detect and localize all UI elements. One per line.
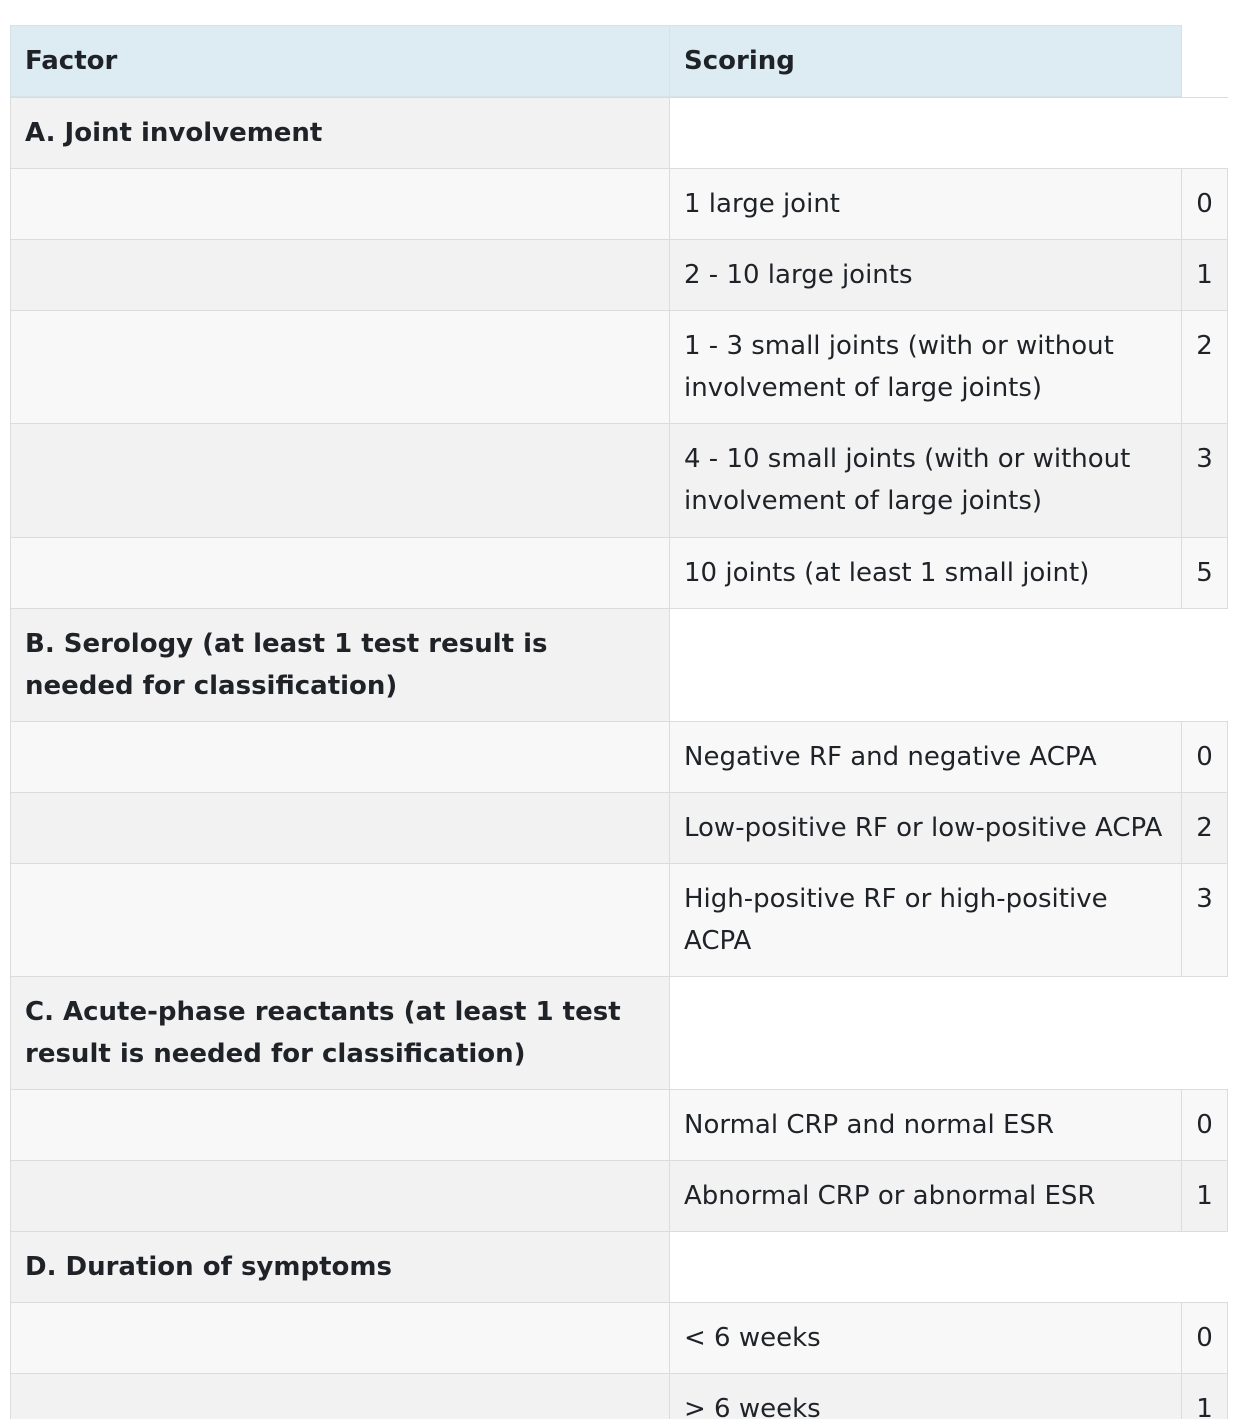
column-header-factor: Factor bbox=[10, 25, 670, 97]
scoring-label: Negative RF and negative ACPA bbox=[669, 721, 1182, 793]
factor-cell bbox=[10, 1160, 670, 1232]
factor-cell bbox=[10, 863, 670, 977]
table-row bbox=[10, 537, 1228, 608]
section-blank-cell bbox=[669, 1231, 1228, 1303]
table-row bbox=[10, 1160, 1228, 1231]
section-title: C. Acute-phase reactants (at least 1 test result is needed for classification) bbox=[10, 976, 670, 1090]
scoring-label: 1 large joint bbox=[669, 168, 1182, 240]
section-blank-cell bbox=[669, 608, 1228, 722]
table-row bbox=[10, 1373, 1228, 1419]
factor-cell bbox=[10, 423, 670, 538]
points-value: 2 bbox=[1181, 792, 1228, 864]
points-value: 5 bbox=[1181, 537, 1228, 609]
section-row-a bbox=[10, 97, 1228, 168]
points-value: 1 bbox=[1181, 1373, 1228, 1419]
section-title: B. Serology (at least 1 test result is needed for classification) bbox=[10, 608, 670, 722]
scoring-label: 10 joints (at least 1 small joint) bbox=[669, 537, 1182, 609]
points-value: 3 bbox=[1181, 863, 1228, 977]
points-value: 0 bbox=[1181, 1089, 1228, 1161]
factor-cell bbox=[10, 1089, 670, 1161]
factor-cell bbox=[10, 239, 670, 311]
table-row bbox=[10, 792, 1228, 863]
table-row bbox=[10, 423, 1228, 537]
points-value: 0 bbox=[1181, 721, 1228, 793]
points-value: 1 bbox=[1181, 1160, 1228, 1232]
table-row bbox=[10, 168, 1228, 239]
points-value: 0 bbox=[1181, 1302, 1228, 1374]
section-row-d bbox=[10, 1231, 1228, 1302]
section-row-c bbox=[10, 976, 1228, 1089]
section-title: D. Duration of symptoms bbox=[10, 1231, 670, 1303]
table-row bbox=[10, 721, 1228, 792]
factor-cell bbox=[10, 721, 670, 793]
points-value: 1 bbox=[1181, 239, 1228, 311]
points-value: 3 bbox=[1181, 423, 1228, 538]
table-row bbox=[10, 863, 1228, 976]
scoring-label: < 6 weeks bbox=[669, 1302, 1182, 1374]
factor-cell bbox=[10, 168, 670, 240]
table-header-row bbox=[10, 25, 1228, 97]
column-header-scoring: Scoring bbox=[669, 25, 1182, 97]
scoring-label: > 6 weeks bbox=[669, 1373, 1182, 1419]
table-row bbox=[10, 310, 1228, 423]
table-row bbox=[10, 1089, 1228, 1160]
section-row-b bbox=[10, 608, 1228, 721]
section-blank-cell bbox=[669, 97, 1228, 169]
factor-cell bbox=[10, 1373, 670, 1419]
scoring-label: Normal CRP and normal ESR bbox=[669, 1089, 1182, 1161]
scoring-label: 4 - 10 small joints (with or without involvement of large joints) bbox=[669, 423, 1182, 538]
points-value: 2 bbox=[1181, 310, 1228, 424]
points-value: 0 bbox=[1181, 168, 1228, 240]
scoring-table bbox=[10, 25, 1228, 1419]
factor-cell bbox=[10, 537, 670, 609]
section-title: A. Joint involvement bbox=[10, 97, 670, 169]
scoring-label: 1 - 3 small joints (with or without involvement of large joints) bbox=[669, 310, 1182, 424]
factor-cell bbox=[10, 310, 670, 424]
scoring-label: Abnormal CRP or abnormal ESR bbox=[669, 1160, 1182, 1232]
table-row bbox=[10, 1302, 1228, 1373]
table-row bbox=[10, 239, 1228, 310]
factor-cell bbox=[10, 792, 670, 864]
scoring-label: High-positive RF or high-positive ACPA bbox=[669, 863, 1182, 977]
factor-cell bbox=[10, 1302, 670, 1374]
scoring-label: 2 - 10 large joints bbox=[669, 239, 1182, 311]
scoring-label: Low-positive RF or low-positive ACPA bbox=[669, 792, 1182, 864]
section-blank-cell bbox=[669, 976, 1228, 1090]
